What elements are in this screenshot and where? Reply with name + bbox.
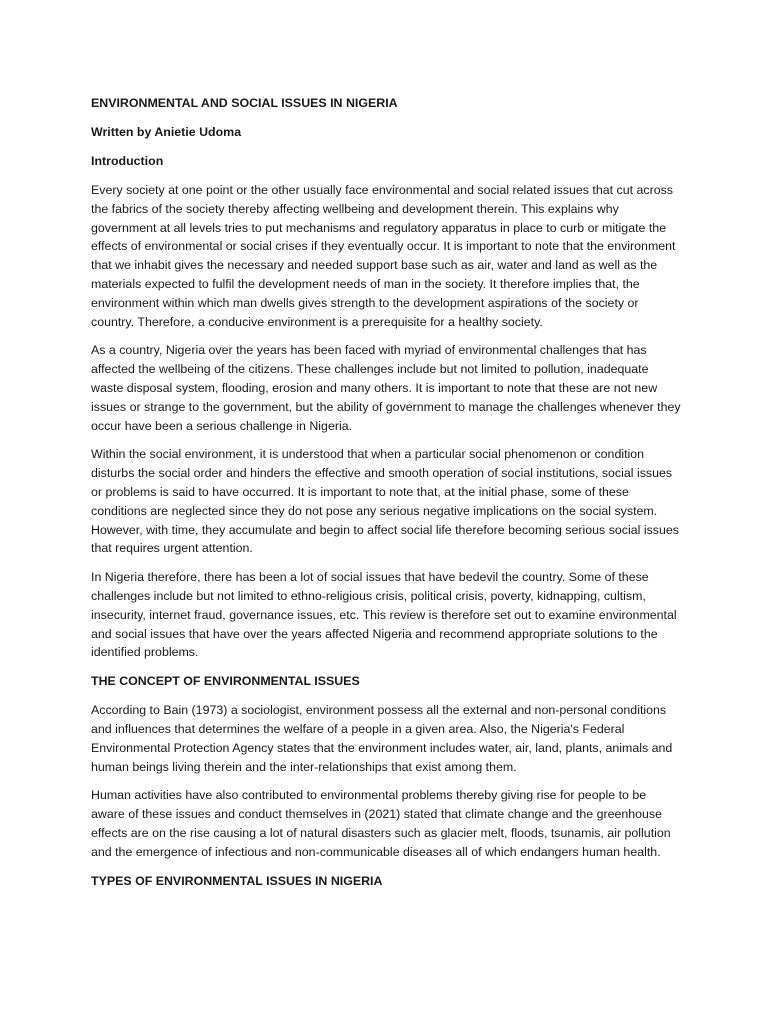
section-heading-types: TYPES OF ENVIRONMENTAL ISSUES IN NIGERIA	[91, 873, 383, 888]
intro-paragraph: Every society at one point or the other usually face environmental and social related issues that cut across the fabrics of the society thereby affecting wellbeing and development therein. This explains why government at all levels tries to put mechanisms and regulatory apparatus in place to curb or mitigate the effects of environmental or social crises if they eventually occur. It is important to note that the environment that we inhabit gives the necessary and needed support base such as air, water and land as well as the materials expected to fulfil the development needs of man in the society. It therefore implies that, the environment within which man dwells gives strength to the development aspirations of the society or country. Therefore, a conducive environment is a prerequisite for a healthy society.	[91, 183, 676, 329]
document-title: ENVIRONMENTAL AND SOCIAL ISSUES IN NIGERIA	[91, 96, 398, 110]
section-heading-introduction: Introduction	[91, 154, 164, 168]
concept-paragraph: Human activities have also contributed to environmental problems thereby giving rise for people to be aware of these issues and conduct themselves in (2021) stated that climate change and the greenhouse effects are on the rise causing a lot of natural disasters such as glacier melt, floods, tsunamis, air pollution and the emergence of infectious and non-communicable diseases all of which endangers human health.	[91, 788, 671, 859]
intro-paragraph: Within the social environment, it is understood that when a particular social phenomenon or condition disturbs the social order and hinders the effective and smooth operation of social institutions, social issues or problems is said to have occurred. It is important to note that, at the initial phase, some of these conditions are neglected since they do not pose any serious negative implications on the social system. However, with time, they accumulate and begin to affect social life therefore becoming serious social issues that requires urgent attention.	[91, 447, 679, 556]
intro-paragraph: As a country, Nigeria over the years has been faced with myriad of environmental challenges that has affected the wellbeing of the citizens. These challenges include but not limited to pollution, inadequate waste disposal system, flooding, erosion and many others. It is important to note that these are not new issues or strange to the government, but the ability of government to manage the challenges whenever they occur have been a serious challenge in Nigeria.	[91, 343, 681, 433]
intro-paragraph: In Nigeria therefore, there has been a lot of social issues that have bedevil the country. Some of these challenges include but not limited to ethno-religious crisis, political crisis, poverty, kidnapping, cultism, insecurity, internet fraud, governance issues, etc. This review is therefore set out to examine environmental and social issues that have over the years affected Nigeria and recommend appropriate solutions to the identified problems.	[91, 570, 677, 660]
author-byline: Written by Anietie Udoma	[91, 125, 242, 139]
document-page	[91, 94, 681, 901]
concept-paragraph: According to Bain (1973) a sociologist, environment possess all the external and non-personal conditions and influences that determines the welfare of a people in a given area. Also, the Nigeria's Federal Environmental Protection Agency states that the environment includes water, air, land, plants, animals and human beings living therein and the inter-relationships that exist among them.	[91, 703, 673, 774]
section-heading-concept: THE CONCEPT OF ENVIRONMENTAL ISSUES	[91, 674, 360, 689]
